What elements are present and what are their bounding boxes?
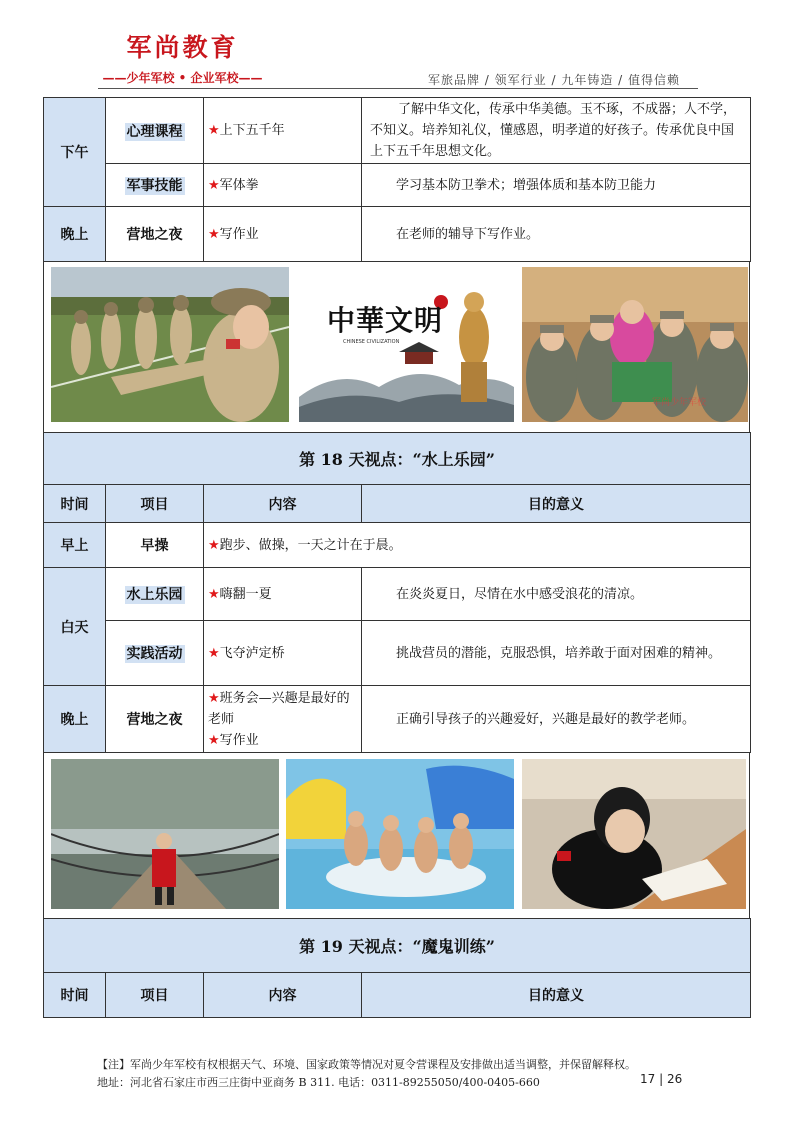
item-cell: 实践活动 [106, 621, 204, 686]
table-row [44, 568, 751, 621]
purpose-cell: 正确引导孩子的兴趣爱好，兴趣是最好的教学老师。 [362, 686, 751, 753]
item-cell: 军事技能 [106, 164, 204, 207]
content-cell: ★写作业 [204, 207, 362, 262]
chinese-civ-en: CHINESE CIVILIZATION [343, 339, 400, 345]
photo-row [43, 752, 750, 918]
time-cell: 晚上 [44, 207, 106, 262]
time-cell: 早上 [44, 523, 106, 568]
content-cell: ★上下五千年 [204, 98, 362, 164]
table-row [44, 164, 751, 207]
table-row [44, 686, 751, 753]
header-purpose: 目的意义 [362, 973, 751, 1018]
footer-note: 【注】军尚少年军校有权根据天气、环境、国家政策等情况对夏令营课程及安排做出适当调整，并保留解释权。 [97, 1058, 636, 1071]
item-cell: 水上乐园 [106, 568, 204, 621]
star-icon: ★ [208, 123, 220, 138]
group-photo [522, 267, 748, 422]
content-cell: ★班务会—兴趣是最好的老师 ★写作业 [204, 686, 362, 753]
item-cell: 营地之夜 [106, 207, 204, 262]
header-purpose: 目的意义 [362, 485, 751, 523]
content-cell: ★军体拳 [204, 164, 362, 207]
content-cell: ★飞夺泸定桥 [204, 621, 362, 686]
header-content: 内容 [204, 973, 362, 1018]
header-item: 项目 [106, 973, 204, 1018]
photo-watermark: 军尚少年军校 [652, 398, 707, 408]
table-row [44, 973, 751, 1018]
military-boxing-photo [51, 267, 289, 422]
header-content: 内容 [204, 485, 362, 523]
day19-title: 第 19 天视点：“魔鬼训练” [44, 919, 751, 973]
footer-address: 地址：河北省石家庄市西三庄街中亚商务 B 311. 电话：0311-89255050/400-0405-660 [97, 1076, 540, 1089]
schedule-table-day19 [43, 918, 751, 1018]
photo-row [43, 261, 750, 432]
table-row [44, 207, 751, 262]
content-cell: ★嗨翻一夏 [204, 568, 362, 621]
chinese-civilization-image [299, 267, 514, 422]
item-cell: 早操 [106, 523, 204, 568]
item-cell: 心理课程 [106, 98, 204, 164]
purpose-cell: 在老师的辅导下写作业。 [362, 207, 751, 262]
star-icon: ★ [208, 226, 220, 242]
time-cell: 下午 [44, 98, 106, 207]
schedule-table-day17 [43, 97, 751, 262]
table-row [44, 98, 751, 164]
table-row [44, 919, 751, 973]
star-icon: ★ [208, 177, 220, 193]
purpose-cell: 学习基本防卫拳术；增强体质和基本防卫能力 [362, 164, 751, 207]
purpose-cell: 在炎炎夏日，尽情在水中感受浪花的清凉。 [362, 568, 751, 621]
purpose-cell: 了解中华文化，传承中华美德。玉不琢，不成器；人不学，不知义。培养知礼仪，懂感恩，明孝道的好孩子。传承优良中国上下五千年思想文化。 [362, 98, 751, 164]
homework-photo [522, 759, 746, 909]
header-time: 时间 [44, 485, 106, 523]
schedule-table-day18 [43, 432, 751, 753]
star-icon: ★ [208, 537, 220, 553]
content-cell: ★跑步、做操，一天之计在于晨。 [204, 523, 751, 568]
star-icon: ★ [208, 732, 220, 748]
water-park-photo [286, 759, 514, 909]
time-cell: 白天 [44, 568, 106, 686]
header-item: 项目 [106, 485, 204, 523]
star-icon: ★ [208, 690, 220, 706]
brand-subtitle: ——少年军校 • 企业军校—— [102, 71, 263, 85]
table-row [44, 433, 751, 485]
suspension-bridge-photo [51, 759, 279, 909]
header-divider [98, 88, 698, 89]
table-row [44, 621, 751, 686]
time-cell: 晚上 [44, 686, 106, 753]
table-row [44, 523, 751, 568]
item-cell: 营地之夜 [106, 686, 204, 753]
brand-logo [95, 28, 270, 86]
header-time: 时间 [44, 973, 106, 1018]
brand-title: 军尚教育 [126, 33, 239, 62]
header-slogan: 军旅品牌 / 领军行业 / 九年铸造 / 值得信赖 [427, 73, 680, 87]
star-icon: ★ [208, 586, 220, 602]
purpose-cell: 挑战营员的潜能，克服恐惧，培养敢于面对困难的精神。 [362, 621, 751, 686]
chinese-civ-calligraphy: 中華文明 [327, 304, 444, 337]
table-row [44, 485, 751, 523]
day18-title: 第 18 天视点：“水上乐园” [44, 433, 751, 485]
star-icon: ★ [208, 645, 220, 661]
page-number: 17 | 26 [640, 1072, 683, 1086]
